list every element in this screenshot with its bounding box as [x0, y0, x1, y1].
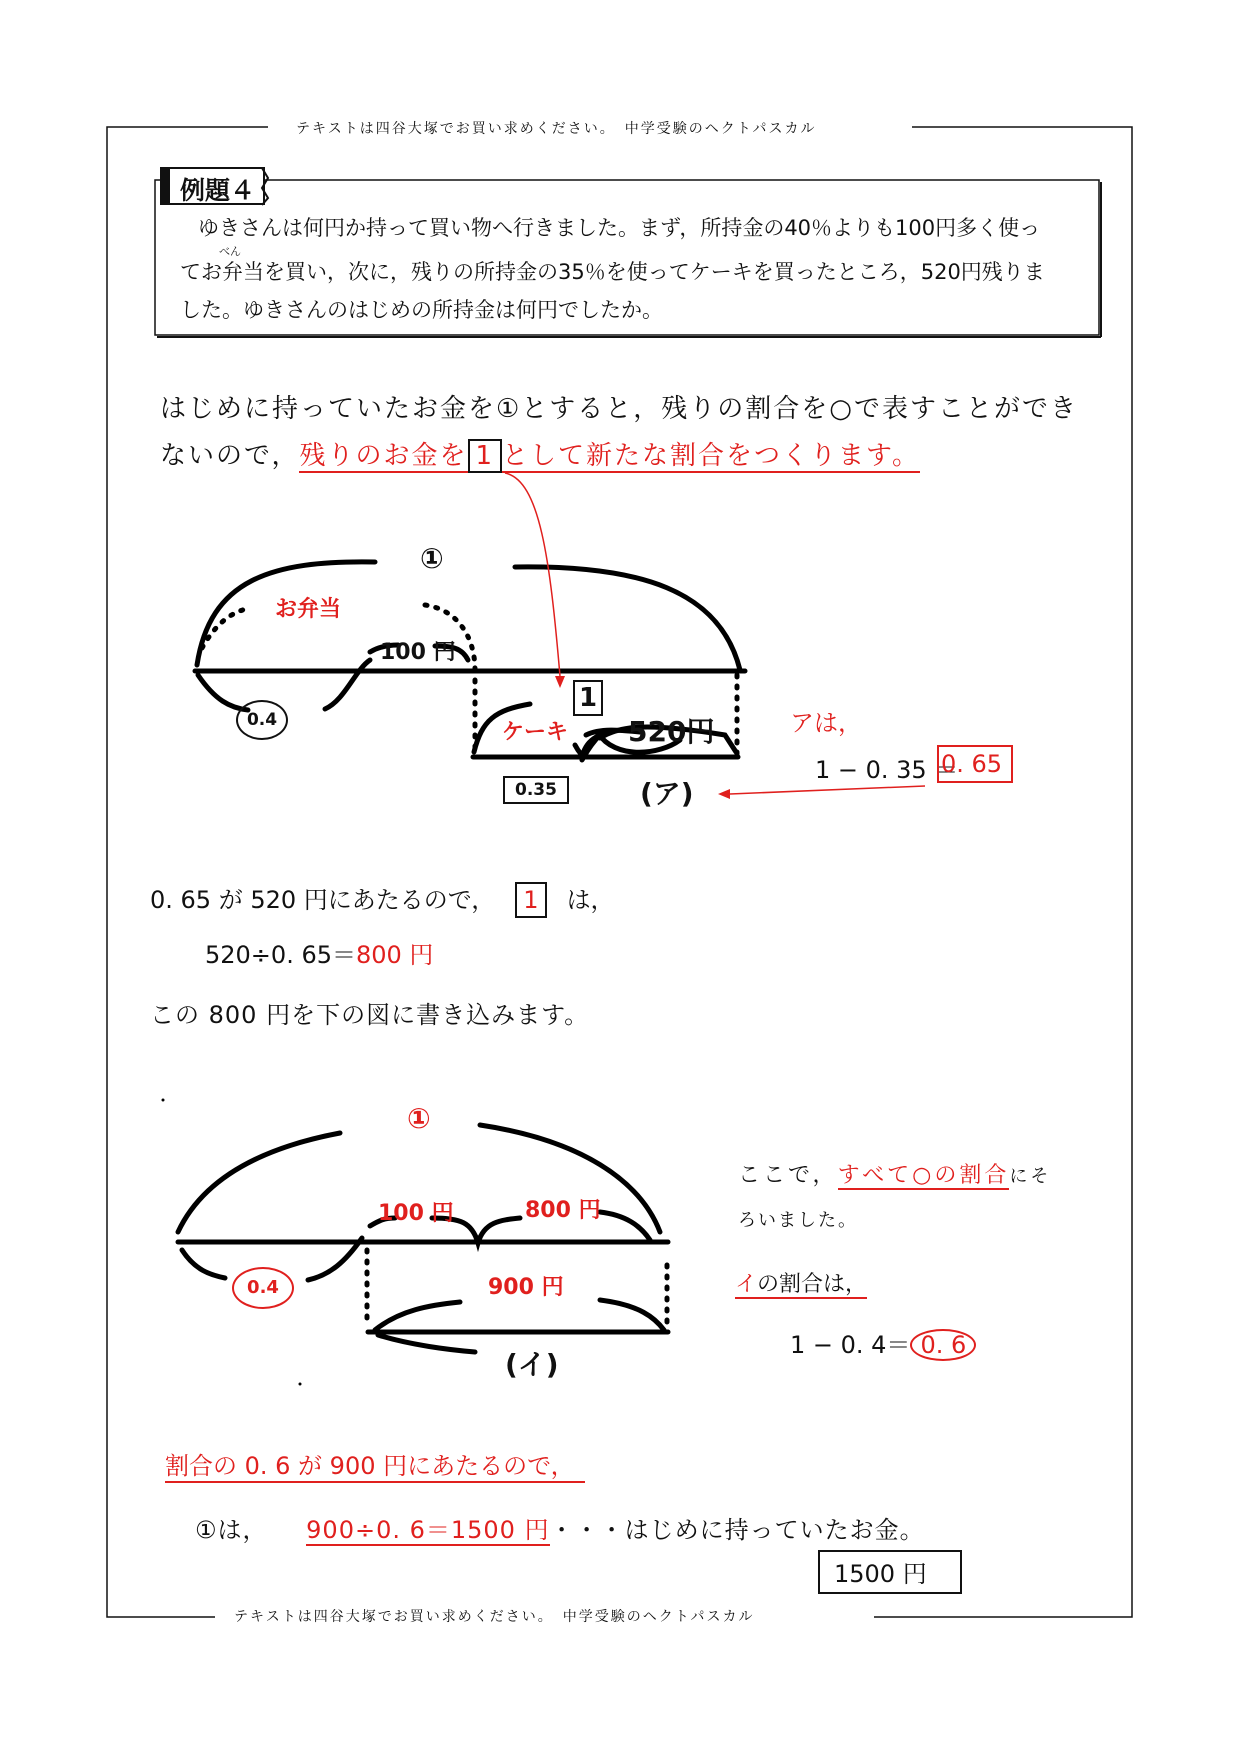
d2-note-line-3: イの割合は， — [735, 1272, 868, 1297]
problem-line-3: した。ゆきさんのはじめの所持金は何円でしたか。 — [180, 298, 663, 322]
d1-box-one: 1 — [573, 680, 603, 716]
middle-line-1: 0. 65 が 520 円にあたるので， 1 は， — [150, 880, 615, 918]
d1-a-label: (ア) — [640, 777, 694, 810]
d1-box-035: 0.35 — [503, 776, 569, 804]
explain-line-1: はじめに持っていたお金を①とすると，残りの割合を○で表すことができ — [160, 394, 1078, 424]
problem-line-1: ゆきさんは何円か持って買い物へ行きました。まず，所持金の40％よりも100円多く使っ — [198, 216, 1041, 240]
d2-note-line-2: ろいました。 — [738, 1210, 858, 1231]
explain-red: 残りのお金を 1 として新たな割合をつくります。 — [299, 441, 920, 471]
explain-line-2: ないので，残りのお金を 1 として新たな割合をつくります。 — [160, 441, 920, 471]
d2-note-line-1: ここで，すべて○の割合にそ — [738, 1163, 1052, 1188]
explain-box-one: 1 — [468, 439, 503, 473]
answer-box: 1500 円 — [818, 1550, 962, 1594]
d1-note-answer: 0. 65 — [937, 745, 1013, 783]
problem-line-2: てお弁当を買い，次に，残りの所持金の35％を使ってケーキを買ったところ，520円残りま — [180, 260, 1045, 284]
d2-circle-one: ① — [407, 1102, 431, 1135]
d1-yen520: 520円 — [628, 715, 715, 748]
problem-ruby: べん — [219, 245, 241, 258]
d1-circ-04: 0.4 — [236, 700, 288, 740]
d1-bento-label: お弁当 — [275, 597, 342, 622]
page-header: テキストは四谷大塚でお買い求めください。 中学受験のヘクトパスカル — [290, 118, 822, 138]
d2-yen100: 100 円 — [378, 1201, 454, 1226]
d2-note-expr: 1 − 0. 4＝ 0. 6 — [790, 1325, 976, 1361]
d1-yen100: 100 円 — [380, 640, 456, 665]
d1-note-expr: 1 − 0. 35 ＝ — [815, 756, 959, 784]
middle-line-3: この 800 円を下の図に書き込みます。 — [150, 1001, 590, 1029]
d2-yen900: 900 円 — [488, 1275, 564, 1300]
middle-box-one: 1 — [515, 882, 547, 918]
conclusion-line-2: ①は， 900÷0. 6＝1500 円・・・はじめに持っていたお金。 — [195, 1516, 925, 1544]
middle-calc: 520÷0. 65＝800 円 — [205, 941, 434, 969]
page-footer: テキストは四谷大塚でお買い求めください。 中学受験のヘクトパスカル — [228, 1606, 760, 1626]
conclusion-line-1: 割合の 0. 6 が 900 円にあたるので， — [165, 1446, 585, 1483]
d2-yen800: 800 円 — [525, 1198, 601, 1223]
problem-tag: 例題４ — [160, 167, 265, 205]
d1-note-title: アは， — [790, 709, 862, 737]
d2-circ-04: 0.4 — [232, 1267, 294, 1309]
d2-i-label: (イ) — [505, 1348, 559, 1381]
d1-circle-one: ① — [420, 542, 444, 575]
d1-cake-label: ケーキ — [502, 720, 569, 745]
